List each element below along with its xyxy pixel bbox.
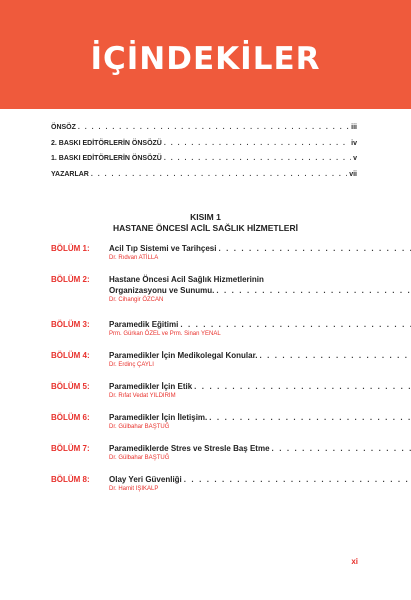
front-matter-label: ÖNSÖZ bbox=[51, 124, 76, 131]
front-matter-page: v bbox=[353, 155, 357, 162]
front-matter-item[interactable] bbox=[51, 124, 357, 140]
leader-dots bbox=[260, 350, 411, 361]
chapter-number: BÖLÜM 4: bbox=[51, 351, 90, 360]
front-matter-page: vii bbox=[349, 170, 357, 178]
part-heading bbox=[0, 212, 411, 234]
leader-dots bbox=[272, 443, 411, 454]
page-number: xi bbox=[351, 557, 358, 566]
chapter-title: Acil Tıp Sistemi ve Tarihçesi bbox=[109, 244, 217, 253]
chapter-number: BÖLÜM 3: bbox=[51, 320, 90, 329]
leader-dots bbox=[194, 381, 411, 392]
chapter-author: Dr. Gülbahar BAŞTUĞ bbox=[109, 455, 170, 461]
chapter-author: Dr. Gülbahar BAŞTUĞ bbox=[109, 424, 170, 430]
leader-dots bbox=[184, 474, 411, 485]
chapter-entry[interactable] bbox=[51, 319, 357, 350]
chapter-title: Paramediklerde Stres ve Stresle Baş Etme bbox=[109, 444, 270, 453]
front-matter-list bbox=[51, 124, 357, 186]
front-matter-item[interactable] bbox=[51, 171, 357, 187]
leader-dots bbox=[209, 412, 411, 423]
leader-dots bbox=[216, 285, 411, 296]
chapter-author: Dr. Rıdvan ATİLLA bbox=[109, 255, 159, 261]
leader-dots bbox=[78, 124, 349, 131]
leader-dots bbox=[164, 140, 349, 147]
leader-dots bbox=[218, 243, 411, 254]
front-matter-label: 2. BASKI EDİTÖRLERİN ÖNSÖZÜ bbox=[51, 139, 162, 147]
chapter-number: BÖLÜM 1: bbox=[51, 244, 90, 253]
part-label: KISIM 1 bbox=[190, 212, 221, 222]
chapter-title: Organizasyonu ve Sunumu. bbox=[109, 286, 215, 295]
chapter-author: Dr. Erdinç ÇAYLI bbox=[109, 362, 154, 368]
chapter-author: Dr. Hamit IŞIKALP bbox=[109, 486, 159, 492]
leader-dots bbox=[91, 171, 347, 178]
part-title: HASTANE ÖNCESİ ACİL SAĞLIK HİZMETLERİ bbox=[113, 223, 298, 233]
chapter-entry[interactable] bbox=[51, 350, 357, 381]
chapter-entry[interactable] bbox=[51, 243, 357, 274]
page-title: İÇİNDEKİLER bbox=[90, 40, 321, 77]
front-matter-label: 1. BASKI EDİTÖRLERİN ÖNSÖZÜ bbox=[51, 155, 162, 162]
front-matter-page: iii bbox=[351, 124, 357, 131]
title-banner bbox=[0, 0, 411, 109]
front-matter-item[interactable] bbox=[51, 140, 357, 156]
leader-dots bbox=[180, 319, 411, 330]
chapter-list bbox=[51, 243, 357, 505]
chapter-number: BÖLÜM 2: bbox=[51, 275, 90, 284]
chapter-title: Paramedikler İçin İletişim. bbox=[109, 413, 208, 422]
front-matter-label: YAZARLAR bbox=[51, 170, 89, 178]
chapter-number: BÖLÜM 8: bbox=[51, 475, 90, 484]
chapter-entry[interactable] bbox=[51, 412, 357, 443]
chapter-author: Prm. Gürkan ÖZEL ve Prm. Sinan YENAL bbox=[109, 331, 221, 337]
chapter-number: BÖLÜM 7: bbox=[51, 444, 90, 453]
front-matter-page: iv bbox=[351, 139, 357, 147]
chapter-number: BÖLÜM 5: bbox=[51, 382, 90, 391]
leader-dots bbox=[164, 155, 351, 162]
chapter-number: BÖLÜM 6: bbox=[51, 413, 90, 422]
chapter-entry[interactable] bbox=[51, 274, 357, 319]
chapter-entry[interactable] bbox=[51, 443, 357, 474]
chapter-title: Olay Yeri Güvenliği bbox=[109, 475, 182, 484]
chapter-title: Paramedikler İçin Medikolegal Konular. bbox=[109, 351, 258, 360]
front-matter-item[interactable] bbox=[51, 155, 357, 171]
chapter-author: Dr. Rıfat Vedat YILDIRIM bbox=[109, 393, 176, 399]
chapter-author: Dr. Cihangir ÖZCAN bbox=[109, 297, 164, 303]
chapter-entry[interactable] bbox=[51, 474, 357, 505]
chapter-title: Paramedikler İçin Etik bbox=[109, 382, 193, 391]
chapter-entry[interactable] bbox=[51, 381, 357, 412]
chapter-title-line-1: Hastane Öncesi Acil Sağlık Hizmetlerinin bbox=[109, 275, 264, 284]
chapter-title: Paramedik Eğitimi bbox=[109, 320, 179, 329]
